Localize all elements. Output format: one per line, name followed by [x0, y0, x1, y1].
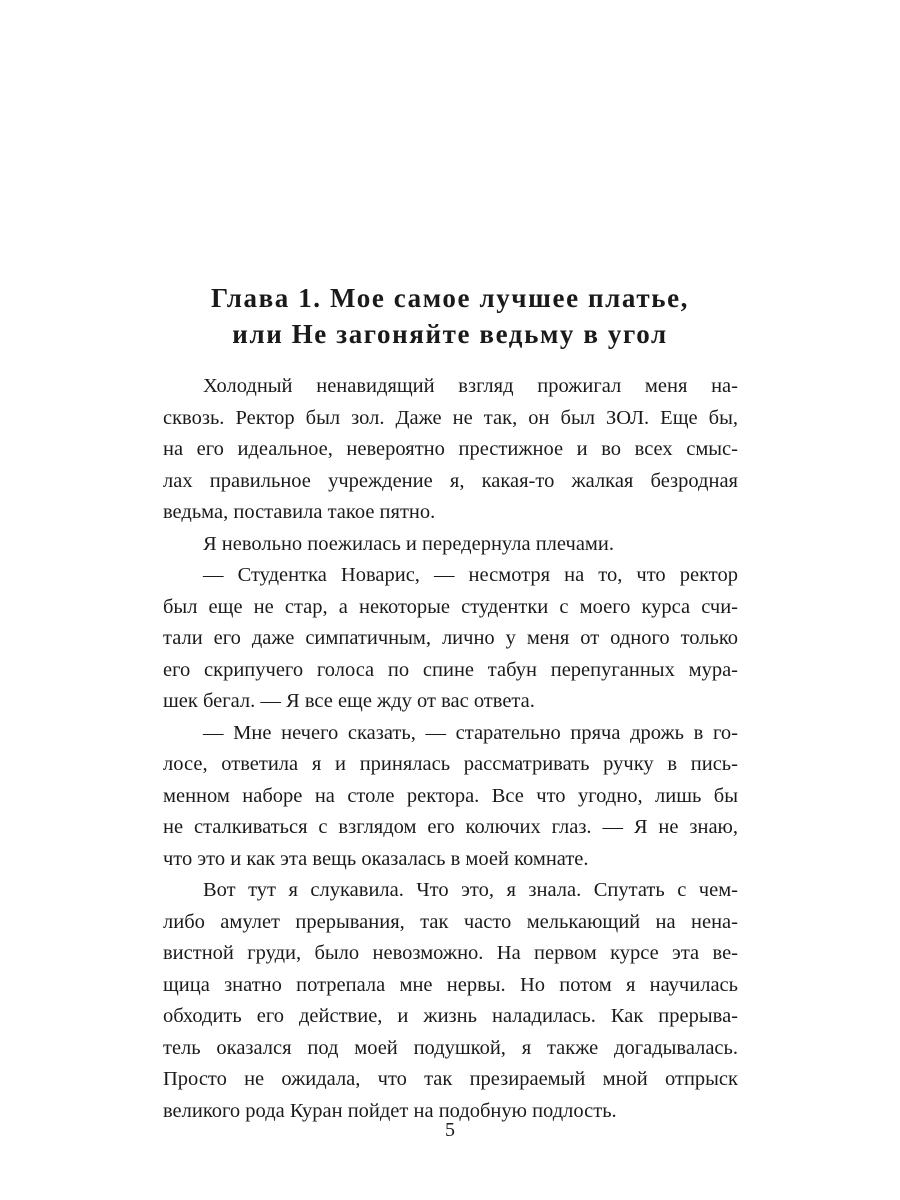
body-text [163, 371, 738, 1127]
text-line: великого рода Куран пойдет на подобную подлость. [163, 1099, 617, 1122]
text-line: Просто не ожидала, что так презираемый мной отпрыск [163, 1068, 738, 1090]
text-line: что это и как эта вещь оказалась в моей комнате. [163, 847, 589, 870]
page-number: 5 [445, 1119, 455, 1141]
text-line: тель оказался под моей подушкой, я также догадывалась. [163, 1036, 738, 1059]
text-line: на его идеальное, невероятно престижное и во всех смыс- [163, 438, 738, 460]
chapter-title [160, 280, 740, 352]
text-line: его скрипучего голоса по спине табун перепуганных мура- [163, 658, 738, 681]
text-line: ведьма, поставила такое пятно. [163, 501, 436, 523]
text-line: не сталкиваться с взглядом его колючих глаз. — Я не знаю, [163, 816, 738, 838]
text-line: тали его даже симпатичным, лично у меня от одного только [163, 627, 738, 649]
text-line: либо амулет прерывания, так часто мелькающий на нена- [163, 910, 738, 933]
text-line: вистной груди, было невозможно. На первом курсе эта ве- [163, 942, 738, 964]
chapter-title-line-1: Глава 1. Мое самое лучшее платье, [210, 283, 690, 313]
text-line: Холодный ненавидящий взгляд прожигал меня на- [203, 375, 738, 397]
text-line: лосе, ответила я и принялась рассматривать ручку в пись- [163, 753, 738, 775]
chapter-title-line-2: или Не загоняйте ведьму в угол [232, 319, 668, 349]
text-line: — Студентка Новарис, — несмотря на то, что ректор [203, 564, 738, 586]
text-line: щица знатно потрепала мне нервы. Но потом я научилась [163, 973, 738, 996]
text-line: менном наборе на столе ректора. Все что угодно, лишь бы [163, 784, 738, 807]
text-line: был еще не стар, а некоторые студентки с моего курса счи- [163, 595, 738, 618]
text-line: Я невольно поежилась и передернула плечами. [203, 532, 614, 555]
text-line: лах правильное учреждение я, какая-то жалкая безродная [163, 469, 738, 492]
text-line: — Мне нечего сказать, — старательно пряча дрожь в го- [203, 721, 738, 744]
text-line: обходить его действие, и жизнь наладилась. Как прерыва- [163, 1005, 738, 1027]
text-line: шек бегал. — Я все еще жду от вас ответа. [163, 690, 535, 712]
text-line: сквозь. Ректор был зол. Даже не так, он был ЗОЛ. Еще бы, [163, 406, 738, 429]
text-line: Вот тут я слукавила. Что это, я знала. Спутать с чем- [203, 879, 738, 901]
